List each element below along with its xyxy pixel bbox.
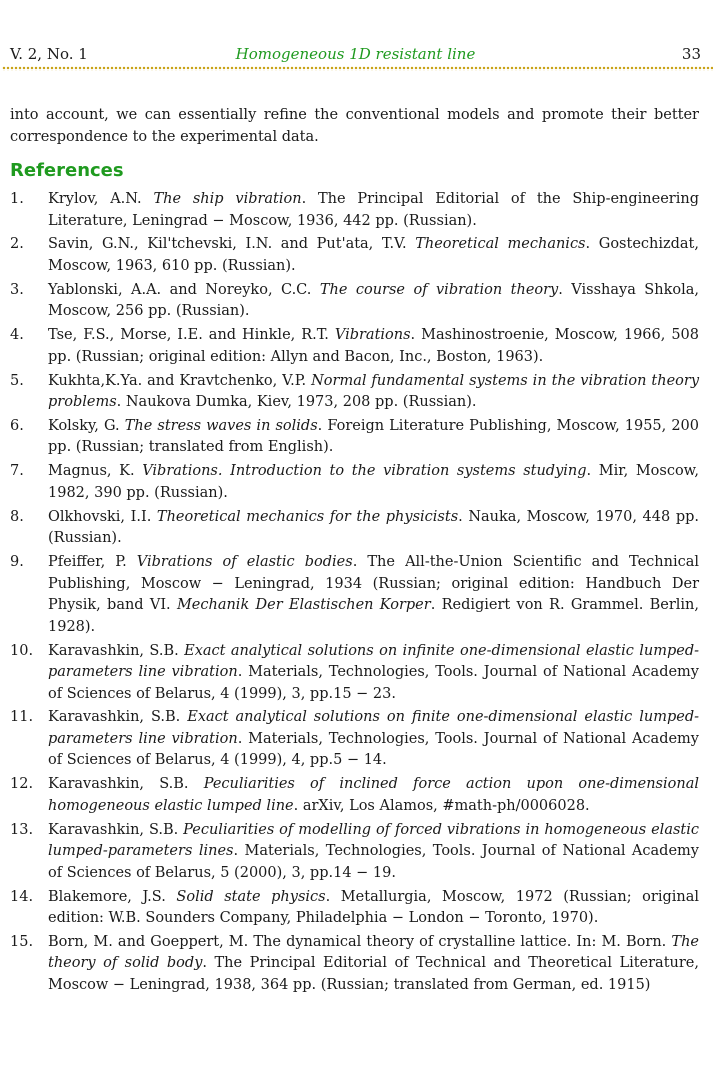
intro-paragraph: into account, we can essentially refine the conventional models and promote their better correspondence to the experimental data.: [10, 107, 699, 145]
reference-authors: Olkhovski, I.I.: [48, 508, 157, 525]
reference-details: . Visshaya Shkola, Moscow, 256 pp. (Russian).: [48, 281, 699, 320]
reference-authors: Savin, G.N., Kil'tchevski, I.N. and Put'ata, T.V.: [48, 236, 416, 253]
reference-item: [10, 280, 699, 323]
reference-title: Theoretical mechanics: [415, 236, 586, 253]
reference-item: [10, 887, 699, 930]
reference-item: [10, 416, 699, 459]
reference-item: [10, 507, 699, 550]
reference-title: Vibrations: [334, 327, 411, 344]
header-divider: [2, 66, 713, 71]
reference-item: [10, 461, 699, 504]
reference-number: 3.: [10, 281, 24, 298]
reference-item: [10, 774, 699, 817]
reference-authors: Pfeiffer, P.: [48, 554, 137, 571]
reference-details: . The Principal Editorial of the Ship-engineering Literature, Leningrad − Moscow, 1936, 442 pp. (Russian).: [48, 191, 699, 229]
reference-number: 2.: [10, 236, 24, 253]
reference-title: Vibrations of elastic bodies: [136, 554, 353, 571]
reference-item: [10, 707, 699, 772]
references-heading: References: [10, 160, 124, 181]
reference-item: [10, 820, 699, 885]
reference-details: . Materials, Technologies, Tools. Journal of National Academy of Sciences of Belarus, 4 (1999), 3, pp.15 − 23.: [48, 664, 699, 702]
running-header: [10, 44, 701, 64]
running-title: Homogeneous 1D resistant line: [235, 45, 476, 63]
page-number: 33: [681, 45, 701, 63]
reference-details: . The All-the-Union Scientific and Technical Publishing, Moscow − Leningrad, 1934 (Russian; original edition: Handbuch Der Physik, band VI.: [48, 554, 699, 614]
reference-number: 10.: [10, 642, 34, 659]
reference-number: 11.: [10, 709, 34, 726]
reference-details: . Foreign Literature Publishing, Moscow, 1955, 200 pp. (Russian; translated from English).: [48, 417, 699, 456]
reference-details: . The Principal Editorial of Technical and Theoretical Literature, Moscow − Leningrad, 1938, 364 pp. (Russian; translated from German, ed. 1915): [48, 955, 699, 993]
reference-authors: Blakemore, J.S.: [48, 888, 177, 905]
reference-details: . Materials, Technologies, Tools. Journal of National Academy of Sciences of Belarus, 4 (1999), 4, pp.5 − 14.: [48, 730, 699, 769]
reference-details: . Mashinostroenie, Moscow, 1966, 508 pp. (Russian; original edition: Allyn and Bacon, Inc., Boston, 1963).: [48, 327, 699, 365]
reference-title: The theory of solid body: [48, 933, 699, 972]
reference-authors: Magnus, K.: [48, 463, 143, 480]
reference-title: Exact analytical solutions on infinite one-dimensional elastic lumped-parameters line vibration: [48, 642, 699, 681]
reference-title: Normal fundamental systems in the vibration theory problems: [48, 372, 700, 411]
reference-authors: Karavashkin, S.B.: [48, 642, 185, 659]
reference-item: [10, 932, 699, 997]
reference-number: 5.: [10, 372, 24, 389]
reference-title: Peculiarities of inclined force action upon one-dimensional homogeneous elastic lumped line: [48, 776, 699, 814]
page-body: [10, 105, 699, 999]
reference-number: 12.: [10, 776, 34, 793]
reference-title: The course of vibration theory: [319, 281, 559, 298]
reference-item: [10, 371, 699, 414]
reference-number: 9.: [10, 554, 24, 571]
reference-item: [10, 641, 699, 706]
reference-number: 6.: [10, 417, 24, 434]
reference-number: 15.: [10, 933, 34, 950]
reference-item: [10, 325, 699, 368]
reference-number: 13.: [10, 821, 34, 838]
reference-details: . Metallurgia, Moscow, 1972 (Russian; original edition: W.B. Sounders Company, Philadelphia − London − Toronto, 1970).: [48, 888, 700, 927]
reference-details: . Gostechizdat, Moscow, 1963, 610 pp. (Russian).: [48, 236, 699, 274]
reference-title: The ship vibration: [153, 191, 302, 207]
reference-details-secondary: . Redigiert von R. Grammel. Berlin, 1928).: [48, 597, 699, 635]
reference-title: Solid state physics: [176, 888, 326, 905]
reference-authors: Karavashkin, S.B.: [48, 821, 184, 838]
reference-authors: Kukhta,K.Ya. and Kravtchenko, V.P.: [48, 372, 312, 389]
reference-details: . Naukova Dumka, Kiev, 1973, 208 pp. (Russian).: [116, 394, 477, 411]
reference-item: [10, 234, 699, 277]
reference-item: [10, 552, 699, 638]
reference-title-secondary: Mechanik Der Elastischen Korper: [176, 597, 431, 614]
reference-number: 8.: [10, 508, 24, 525]
reference-title: Exact analytical solutions on finite one-dimensional elastic lumped-parameters line vibration: [48, 709, 699, 747]
reference-title: Peculiarities of modelling of forced vibrations in homogeneous elastic lumped-parameters lines: [48, 821, 699, 860]
reference-title: Theoretical mechanics for the physicists: [156, 508, 459, 525]
reference-title: The stress waves in solids: [124, 417, 318, 434]
reference-details: . Nauka, Moscow, 1970, 448 pp. (Russian).: [48, 508, 699, 547]
reference-number: 14.: [10, 888, 34, 905]
reference-authors: Born, M. and Goeppert, M. The dynamical theory of crystalline lattice. In: M. Born.: [48, 933, 672, 950]
reference-authors: Tse, F.S., Morse, I.E. and Hinkle, R.T.: [48, 327, 335, 344]
volume-issue: V. 2, No. 1: [10, 45, 88, 63]
reference-list: [10, 189, 699, 996]
reference-details: . Mir, Moscow, 1982, 390 pp. (Russian).: [48, 463, 699, 501]
reference-item: [10, 189, 699, 232]
reference-authors: Krylov, A.N.: [48, 191, 154, 207]
reference-number: 1.: [10, 191, 24, 207]
reference-number: 7.: [10, 463, 24, 480]
reference-number: 4.: [10, 327, 24, 344]
reference-details: . Materials, Technologies, Tools. Journal of National Academy of Sciences of Belarus, 5 (2000), 3, pp.14 − 19.: [48, 843, 699, 881]
reference-authors: Yablonski, A.A. and Noreyko, C.C.: [48, 281, 320, 298]
reference-title: Vibrations. Introduction to the vibration systems studying: [142, 463, 587, 480]
reference-details: . arXiv, Los Alamos, #math-ph/0006028.: [293, 797, 590, 814]
reference-authors: Karavashkin, S.B.: [48, 709, 188, 726]
reference-authors: Karavashkin, S.B.: [48, 776, 204, 793]
reference-authors: Kolsky, G.: [48, 417, 125, 434]
